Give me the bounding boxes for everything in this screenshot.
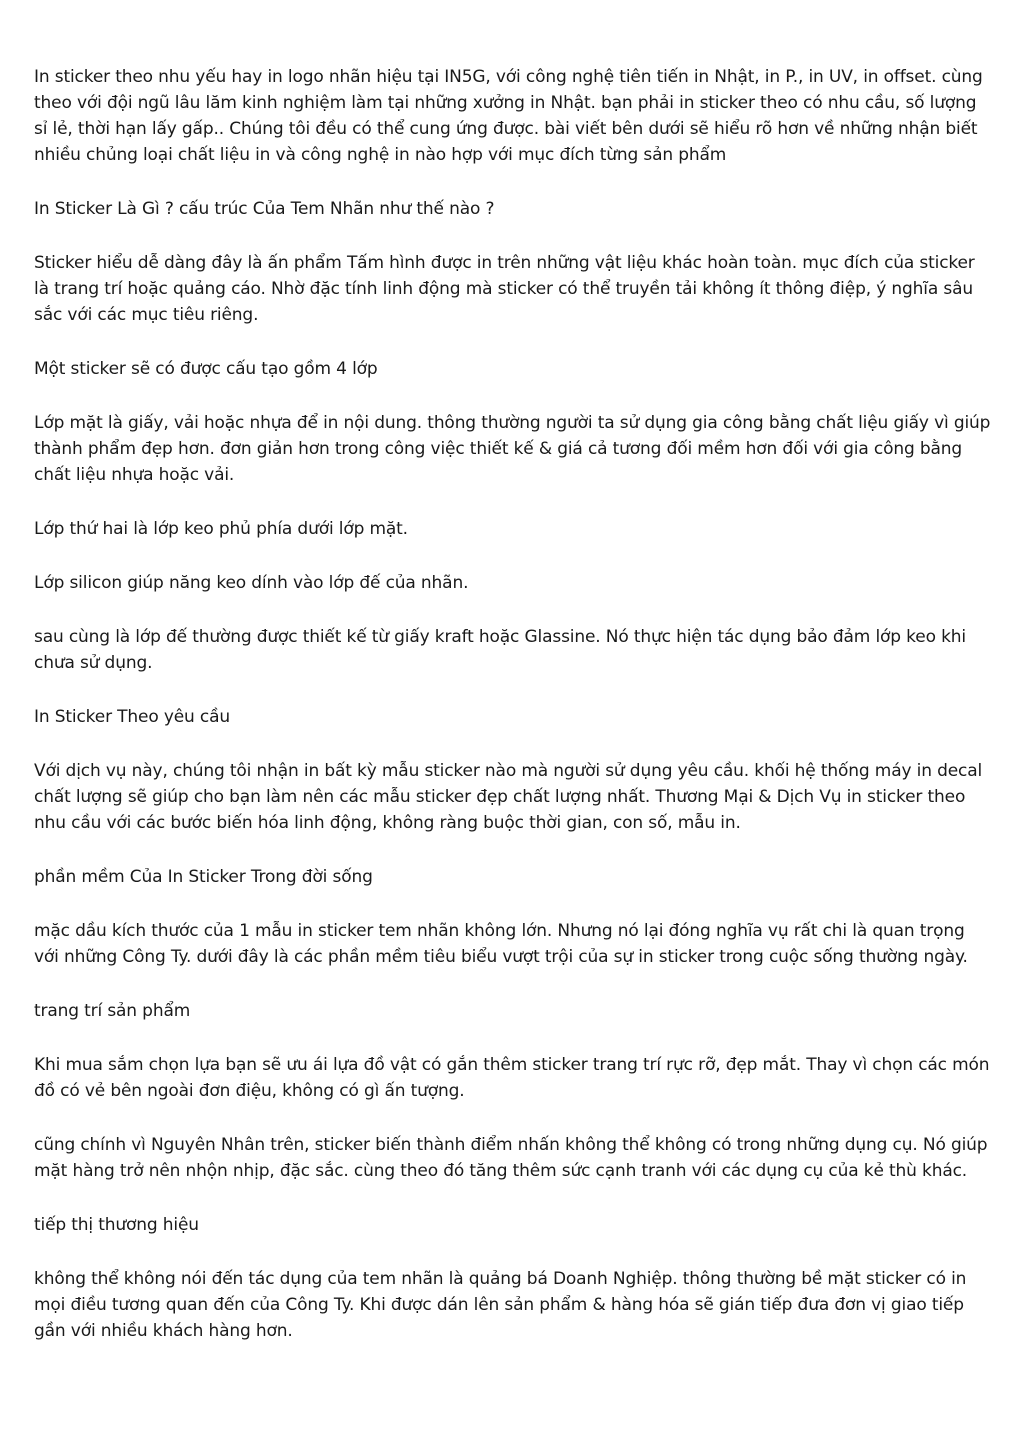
heading-product-decoration: trang trí sản phẩm (34, 1001, 191, 1021)
heading-custom-sticker: In Sticker Theo yêu cầu (34, 707, 231, 727)
layer-adhesive-paragraph: Lớp thứ hai là lớp keo phủ phía dưới lớp mặt. (34, 519, 408, 539)
intro-paragraph: In sticker theo nhu yếu hay in logo nhãn hiệu tại IN5G, với công nghệ tiên tiến in Nhật, in P., in UV, in offset. cùng theo với đội ngũ lâu lăm kinh nghiệm làm tại những xưởng in Nhật. bạn phải in sticker theo có nhu cầu, số lượng sỉ lẻ, thời hạn lấy gấp.. Chúng tôi đều có thể cung ứng được. bài viết bên dưới sẽ hiểu rõ hơn về những nhận biết nhiều chủng loại chất liệu in và công nghệ in nào hợp với mục đích từng sản phẩm (34, 67, 983, 165)
heading-what-is-sticker: In Sticker Là Gì ? cấu trúc Của Tem Nhãn như thế nào ? (34, 199, 495, 219)
sticker-definition-paragraph: Sticker hiểu dễ dàng đây là ấn phẩm Tấm hình được in trên những vật liệu khác hoàn toàn. mục đích của sticker là trang trí hoặc quảng cáo. Nhờ đặc tính linh động mà sticker có thể truyền tải không ít thông điệp, ý nghĩa sâu sắc với các mục tiêu riêng. (34, 253, 975, 325)
heading-applications: phần mềm Của In Sticker Trong đời sống (34, 867, 373, 887)
layer-base-paragraph: sau cùng là lớp đế thường được thiết kế từ giấy kraft hoặc Glassine. Nó thực hiện tác dụng bảo đảm lớp keo khi chưa sử dụng. (34, 627, 966, 673)
heading-brand-marketing: tiếp thị thương hiệu (34, 1215, 199, 1235)
custom-service-paragraph: Với dịch vụ này, chúng tôi nhận in bất kỳ mẫu sticker nào mà người sử dụng yêu cầu. khối hệ thống máy in decal chất lượng sẽ giúp cho bạn làm nên các mẫu sticker đẹp chất lượng nhất. Thương Mại & Dịch Vụ in sticker theo nhu cầu với các bước biến hóa linh động, không ràng buộc thời gian, con số, mẫu in. (34, 761, 983, 833)
layers-intro-paragraph: Một sticker sẽ có được cấu tạo gồm 4 lớp (34, 359, 378, 379)
layer-face-paragraph: Lớp mặt là giấy, vải hoặc nhựa để in nội dung. thông thường người ta sử dụng gia công bằng chất liệu giấy vì giúp thành phẩm đẹp hơn. đơn giản hơn trong công việc thiết kế & giá cả tương đối mềm hơn đối với gia công bằng chất liệu nhựa hoặc vải. (34, 413, 991, 485)
decoration-paragraph-2: cũng chính vì Nguyên Nhân trên, sticker biến thành điểm nhấn không thể không có trong những dụng cụ. Nó giúp mặt hàng trở nên nhộn nhịp, đặc sắc. cùng theo đó tăng thêm sức cạnh tranh với các dụng cụ của kẻ thù khác. (34, 1135, 988, 1181)
decoration-paragraph-1: Khi mua sắm chọn lựa bạn sẽ ưu ái lựa đồ vật có gắn thêm sticker trang trí rực rỡ, đẹp mắt. Thay vì chọn các món đồ có vẻ bên ngoài đơn điệu, không có gì ấn tượng. (34, 1055, 990, 1101)
brand-marketing-paragraph: không thể không nói đến tác dụng của tem nhãn là quảng bá Doanh Nghiệp. thông thường bề mặt sticker có in mọi điều tương quan đến của Công Ty. Khi được dán lên sản phẩm & hàng hóa sẽ gián tiếp đưa đơn vị giao tiếp gần với nhiều khách hàng hơn. (34, 1269, 967, 1341)
layer-silicon-paragraph: Lớp silicon giúp năng keo dính vào lớp đế của nhãn. (34, 573, 469, 593)
article-body (34, 64, 994, 1372)
applications-paragraph: mặc dầu kích thước của 1 mẫu in sticker tem nhãn không lớn. Nhưng nó lại đóng nghĩa vụ rất chi là quan trọng với những Công Ty. dưới đây là các phần mềm tiêu biểu vượt trội của sự in sticker trong cuộc sống thường ngày. (34, 921, 968, 967)
